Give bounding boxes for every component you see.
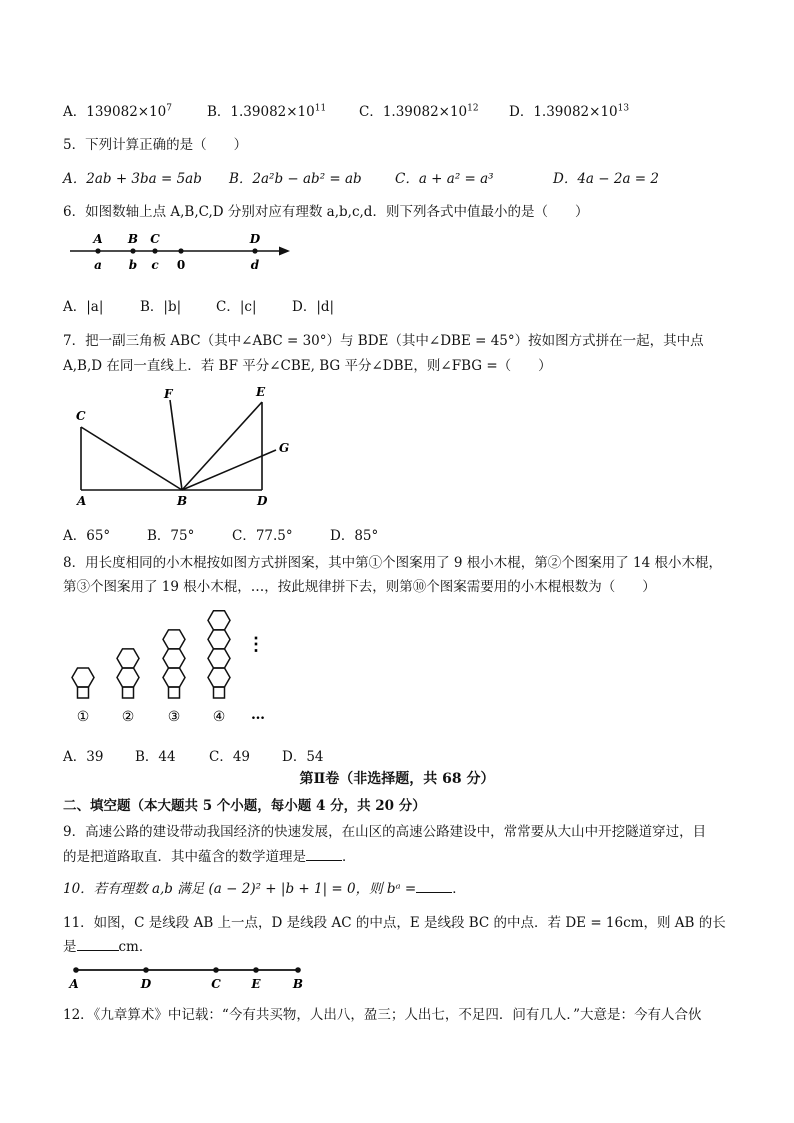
q8-hexagon-4-3	[208, 630, 230, 649]
section2-title: 二、填空题（本大题共 5 个小题，每小题 4 分，共 20 分）	[63, 798, 426, 814]
q8-square-4	[214, 687, 225, 698]
q11-label-A: A	[69, 977, 79, 991]
q8-label-4: ④	[212, 709, 226, 725]
q6-label-b: b	[128, 258, 138, 272]
q6-option-b: B．|b|	[140, 299, 182, 315]
q8-label-3: ③	[167, 709, 181, 725]
q7-option-d: D．85°	[330, 528, 379, 544]
q8-hexagon-4-1	[208, 668, 230, 687]
q5-stem: 5．下列计算正确的是（ ）	[63, 137, 248, 153]
q8-pattern-figure	[60, 600, 280, 730]
q8-hexagon-2-1	[117, 668, 139, 687]
q8-option-b: B．44	[135, 749, 176, 765]
q6-option-a: A．|a|	[63, 299, 104, 315]
q4-option-c: C．$1.39082\times 10^{12}$	[359, 103, 479, 120]
q11-label-C: C	[211, 977, 221, 991]
q8-hexagon-4-2	[208, 649, 230, 668]
q7-option-b: B．75°	[147, 528, 195, 544]
q7-label-B: B	[177, 494, 188, 508]
q10-text: 10．若有理数 a,b 满足 (a − 2)² + |b + 1| = 0，则 bᵃ =	[63, 881, 417, 897]
q8-label-2: ②	[121, 709, 135, 725]
q6-label-B: B	[127, 232, 139, 246]
q10-line	[63, 877, 466, 897]
q4-option-a: A．$139082\times 10^7$	[63, 103, 173, 120]
q6-label-C: C	[150, 232, 160, 246]
q10-end: ．	[452, 881, 466, 897]
q11-label-D: D	[140, 977, 152, 991]
q6-label-c: c	[151, 258, 159, 272]
q6-option-d: D．|d|	[292, 299, 335, 315]
q8-square-2	[123, 687, 134, 698]
q8-hexagon-1-1	[72, 668, 94, 687]
q9-answer-blank[interactable]	[306, 848, 342, 861]
q7-stem-line1: 7．把一副三角板 ABC（其中∠ABC = 30°）与 BDE（其中∠DBE = 45°）按如图方式拼在一起，其中点	[63, 333, 704, 349]
q6-option-c: C．|c|	[216, 299, 257, 315]
q8-stem-line1: 8．用长度相同的小木棍按如图方式拼图案，其中第①个图案用了 9 根小木棍，第②个图案用了 14 根小木棍，	[63, 555, 723, 571]
q6-number-line-figure	[60, 226, 300, 276]
q11-line2-text: 是	[63, 939, 77, 955]
q7-label-C: C	[76, 409, 86, 423]
q8-option-a: A．39	[63, 749, 104, 765]
q12-line: 12．《九章算术》中记载：“今有共买物，人出八，盈三；人出七，不足四．问有几人．”大意是：今有人合伙	[63, 1007, 702, 1023]
q7-label-D: D	[257, 494, 268, 508]
q4-option-d: D．$1.39082\times 10^{13}$	[509, 103, 630, 120]
q7-stem-line2: A,B,D 在同一直线上．若 BF 平分∠CBE, BG 平分∠DBE，则∠FBG =（ ）	[63, 358, 552, 374]
q8-vertical-ellipsis: ⋮	[247, 634, 265, 655]
q8-hexagon-2-2	[117, 649, 139, 668]
q9-line2-text: 的是把道路取直．其中蕴含的数学道理是	[63, 849, 306, 865]
q8-square-3	[169, 687, 180, 698]
q8-hexagon-3-2	[163, 649, 185, 668]
q7-option-c: C．77.5°	[232, 528, 293, 544]
part2-title: 第Ⅱ卷（非选择题，共 68 分）	[299, 771, 495, 787]
q11-label-B: B	[292, 977, 304, 991]
q11-label-E: E	[251, 977, 261, 991]
q9-end: ．	[342, 849, 356, 865]
q10-answer-blank[interactable]	[416, 880, 452, 893]
q5-option-c: C．a + a² = a³	[395, 171, 494, 187]
q9-line1: 9．高速公路的建设带动我国经济的快速发展，在山区的高速公路建设中，常常要从大山中开挖隧道穿过，目	[63, 824, 707, 840]
q8-square-1	[78, 687, 89, 698]
q6-label-zero: 0	[176, 258, 186, 272]
q7-options	[63, 524, 378, 544]
q7-label-A: A	[77, 494, 87, 508]
q11-line2	[63, 935, 152, 955]
q5-option-d: D．4a − 2a = 2	[553, 171, 659, 187]
q8-stem-line2: 第③个图案用了 19 根小木棍，…，按此规律拼下去，则第⑩个图案需要用的小木棍根数为（ ）	[63, 579, 656, 595]
q6-label-A: A	[93, 232, 103, 246]
q11-unit: cm．	[118, 939, 153, 955]
q7-label-F: F	[164, 387, 173, 401]
q4-option-b: B．$1.39082\times 10^{11}$	[207, 103, 327, 120]
q6-stem: 6．如图数轴上点 A,B,C,D 分别对应有理数 a,b,c,d．则下列各式中值最小的是（ ）	[63, 204, 589, 220]
q6-label-a: a	[94, 258, 102, 272]
q5-option-b: B．2a²b − ab² = ab	[229, 171, 362, 187]
q8-label-1: ①	[76, 709, 90, 725]
q6-options	[63, 295, 334, 315]
q5-option-a: A．2ab + 3ba = 5ab	[63, 171, 202, 187]
q8-hexagon-3-3	[163, 630, 185, 649]
q5-options	[63, 167, 659, 187]
q11-answer-blank[interactable]	[77, 938, 119, 951]
q8-option-c: C．49	[209, 749, 251, 765]
q8-hexagon-4-4	[208, 611, 230, 630]
q4-options	[63, 100, 629, 120]
q8-hexagon-3-1	[163, 668, 185, 687]
q8-ellipsis: …	[251, 707, 265, 723]
q8-option-d: D．54	[282, 749, 324, 765]
q6-label-d: d	[250, 258, 260, 272]
q7-label-G: G	[279, 441, 290, 455]
q9-line2	[63, 845, 356, 865]
q8-options	[63, 745, 324, 765]
q7-option-a: A．65°	[63, 528, 111, 544]
q7-label-E: E	[256, 385, 266, 399]
q11-segment-figure	[66, 960, 311, 992]
q11-line1: 11．如图，C 是线段 AB 上一点，D 是线段 AC 的中点，E 是线段 BC 的中点．若 DE = 16cm，则 AB 的长	[63, 915, 726, 931]
q6-label-D: D	[249, 232, 261, 246]
q7-triangle-figure	[68, 380, 308, 510]
